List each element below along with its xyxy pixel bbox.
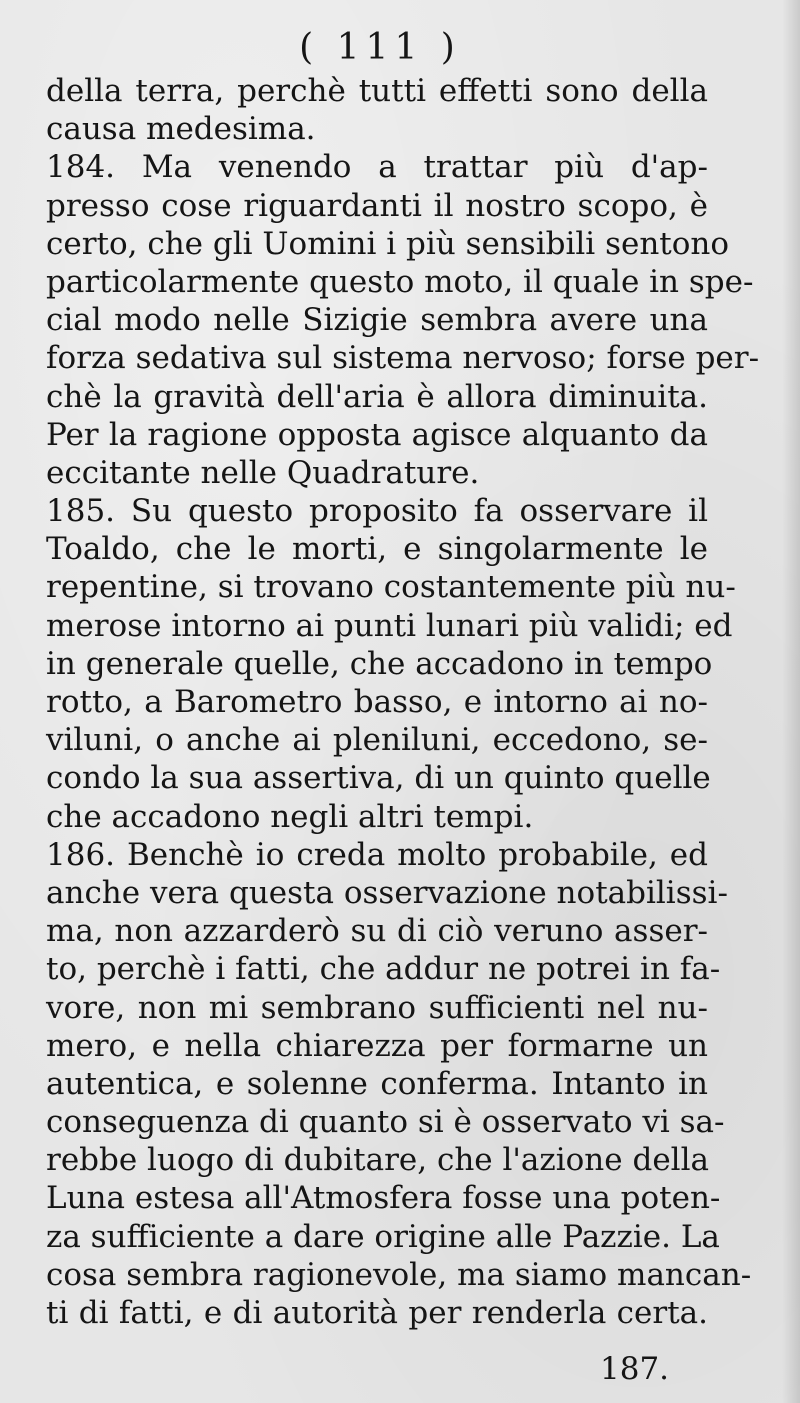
text-line-18: viluni, o anche ai pleniluni, eccedono, se- <box>46 722 708 759</box>
text-line-8: forza sedativa sul sistema nervoso; forse per- <box>46 340 760 377</box>
text-line-14: repentine, si trovano costantemente più nu- <box>46 569 736 606</box>
text-line-22: anche vera questa osservazione notabilissi- <box>46 874 728 911</box>
text-line-23: ma, non azzarderò su di ciò veruno asser- <box>46 913 708 950</box>
text-line-16: in generale quelle, che accadono in tempo <box>46 645 713 682</box>
text-line-30: Luna estesa all'Atmosfera fosse una poten- <box>46 1180 721 1217</box>
text-line-24: to, perchè i fatti, che addur ne potrei in fa- <box>46 951 721 988</box>
text-line-17: rotto, a Barometro basso, e intorno ai no- <box>46 684 708 720</box>
text-line-20: che accadono negli altri tempi. <box>46 798 534 835</box>
text-line-7: cial modo nelle Sizigie sembra avere una <box>46 302 708 339</box>
text-line-11: eccitante nelle Quadrature. <box>46 454 480 491</box>
text-line-6: particolarmente questo moto, il quale in spe- <box>46 263 754 300</box>
text-line-26: mero, e nella chiarezza per formarne un <box>46 1027 708 1064</box>
catchword: 187. <box>600 1351 670 1387</box>
text-line-28: conseguenza di quanto si è osservato vi sa- <box>46 1104 725 1141</box>
page-edge-shadow <box>782 0 800 1403</box>
page-number: ( 111 ) <box>299 27 461 68</box>
text-line-5: certo, che gli Uomini i più sensibili sentono <box>46 225 730 262</box>
text-line-10: Per la ragione opposta agisce alquanto da <box>46 416 708 453</box>
text-line-3: 184. Ma venendo a trattar più d'ap- <box>46 149 708 186</box>
text-line-12: 185. Su questo proposito fa osservare il <box>46 493 708 530</box>
text-line-27: autentica, e solenne conferma. Intanto in <box>46 1065 708 1102</box>
text-line-33: ti di fatti, e di autorità per renderla certa. <box>46 1295 708 1331</box>
text-line-25: vore, non mi sembrano sufficienti nel nu- <box>46 989 708 1026</box>
body-text <box>46 72 760 1332</box>
text-line-19: condo la sua assertiva, di un quinto quelle <box>46 760 711 797</box>
text-line-9: chè la gravità dell'aria è allora diminuita. <box>46 378 708 415</box>
text-line-4: presso cose riguardanti il nostro scopo, è <box>46 187 708 224</box>
text-line-2: causa medesima. <box>46 111 316 148</box>
text-line-1: della terra, perchè tutti effetti sono della <box>46 73 708 109</box>
text-line-15: merose intorno ai punti lunari più validi; ed <box>46 607 733 644</box>
text-line-21: 186. Benchè io creda molto probabile, ed <box>46 836 708 873</box>
text-line-13: Toaldo, che le morti, e singolarmente le <box>46 531 708 568</box>
text-line-32: cosa sembra ragionevole, ma siamo mancan- <box>46 1256 752 1293</box>
text-line-29: rebbe luogo di dubitare, che l'azione della <box>46 1142 709 1179</box>
text-line-31: za sufficiente a dare origine alle Pazzie. La <box>46 1218 720 1255</box>
